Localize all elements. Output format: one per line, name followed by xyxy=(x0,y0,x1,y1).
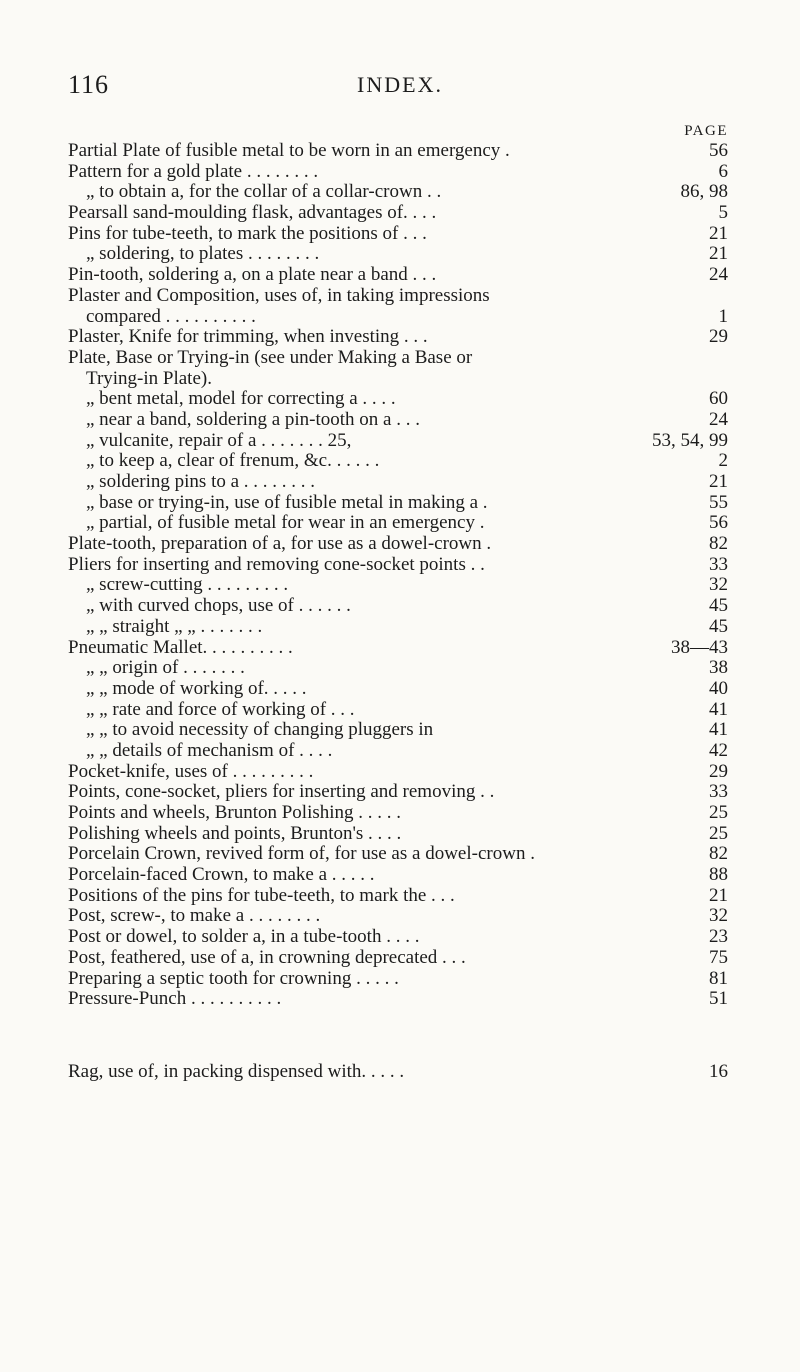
page-ref: 56 xyxy=(709,512,728,534)
index-entry: Post, screw-, to make a . . . . . . . . 32 xyxy=(68,905,728,927)
page-ref: 29 xyxy=(709,760,728,782)
page-ref: 88 xyxy=(709,864,728,886)
page-ref: 40 xyxy=(709,677,728,699)
index-entry: Pattern for a gold plate . . . . . . . . 6 xyxy=(68,160,728,182)
page-title: INDEX. xyxy=(357,72,443,97)
index-entry: Positions of the pins for tube-teeth, to mark the . . . 21 xyxy=(68,884,728,906)
page-ref: 1 xyxy=(718,305,728,327)
index-list xyxy=(0,141,800,1083)
index-entry: Points and wheels, Brunton Polishing . . . . . 25 xyxy=(68,802,728,823)
page-number: 116 xyxy=(68,70,110,99)
page-ref: 45 xyxy=(709,595,728,617)
index-entry: Partial Plate of fusible metal to be worn in an emergency . 56 xyxy=(68,140,728,161)
page-ref: 2 xyxy=(718,450,728,472)
index-entry: „ near a band, soldering a pin-tooth on a . . . 24 xyxy=(86,408,728,430)
index-entry: Post, feathered, use of a, in crowning deprecated . . . 75 xyxy=(68,946,728,968)
index-entry: Porcelain-faced Crown, to make a . . . . . 88 xyxy=(68,864,728,886)
index-entry: Polishing wheels and points, Brunton's . . . . 25 xyxy=(68,822,728,844)
page-ref: 56 xyxy=(709,140,728,161)
page-ref: 16 xyxy=(709,1060,728,1082)
index-entry: Pocket-knife, uses of . . . . . . . . . 29 xyxy=(68,760,728,782)
index-entry: „ soldering pins to a . . . . . . . . 21 xyxy=(86,471,728,492)
page-column-label: PAGE xyxy=(684,123,728,139)
index-entry: Plaster and Composition, uses of, in taking impressions xyxy=(68,284,490,306)
page-ref: 29 xyxy=(709,326,728,348)
index-entry: Pressure-Punch . . . . . . . . . . 51 xyxy=(68,988,728,1010)
page-ref: 42 xyxy=(709,739,728,761)
page-ref: 33 xyxy=(709,553,728,575)
page-ref: 38 xyxy=(709,657,728,679)
index-entry: Rag, use of, in packing dispensed with. . . . . 16 xyxy=(68,1060,728,1082)
page-ref: 45 xyxy=(709,615,728,637)
page-ref: 32 xyxy=(709,905,728,927)
page-ref: 82 xyxy=(709,843,728,865)
page-ref: 24 xyxy=(709,408,728,430)
index-entry: „ „ to avoid necessity of changing pluggers in 41 xyxy=(86,719,728,741)
index-entry: „ „ straight „ „ . . . . . . . 45 xyxy=(86,615,728,637)
index-entry: „ „ origin of . . . . . . . 38 xyxy=(86,657,728,679)
index-entry: Pliers for inserting and removing cone-socket points . . 33 xyxy=(68,553,728,575)
index-entry: compared . . . . . . . . . . 1 xyxy=(86,305,728,327)
page-ref: 86, 98 xyxy=(680,181,728,203)
index-entry: „ „ mode of working of. . . . . 40 xyxy=(86,677,728,699)
index-entry: „ to keep a, clear of frenum, &c. . . . . . 2 xyxy=(86,450,728,472)
index-entry: Plaster, Knife for trimming, when investing . . . 29 xyxy=(68,326,728,348)
page-ref: 41 xyxy=(709,698,728,720)
index-entry: „ screw-cutting . . . . . . . . . 32 xyxy=(86,574,728,596)
section-gap xyxy=(0,1010,800,1062)
index-entry: „ bent metal, model for correcting a . . . . 60 xyxy=(86,388,728,410)
page-ref: 21 xyxy=(709,884,728,906)
page-ref: 51 xyxy=(709,988,728,1010)
page-ref: 53, 54, 99 xyxy=(652,429,728,451)
page-ref: 25 xyxy=(709,802,728,823)
index-entry: „ „ rate and force of working of . . . 41 xyxy=(86,698,728,720)
page-ref: 60 xyxy=(709,388,728,410)
index-entry: „ base or trying-in, use of fusible metal in making a . 55 xyxy=(86,491,728,513)
index-entry: Pin-tooth, soldering a, on a plate near a band . . . 24 xyxy=(68,264,728,286)
index-entry: „ with curved chops, use of . . . . . . 45 xyxy=(86,595,728,617)
page-ref: 33 xyxy=(709,781,728,803)
page-ref: 23 xyxy=(709,926,728,948)
index-entry: „ to obtain a, for the collar of a collar-crown . . 86, 98 xyxy=(86,181,728,203)
page-ref: 5 xyxy=(718,202,728,224)
page-ref: 25 xyxy=(709,822,728,844)
page-ref: 21 xyxy=(709,471,728,492)
page-header xyxy=(0,70,800,104)
index-entry: „ soldering, to plates . . . . . . . . 21 xyxy=(86,243,728,265)
index-entry: Points, cone-socket, pliers for inserting and removing . . 33 xyxy=(68,781,728,803)
index-entry: „ vulcanite, repair of a . . . . . . . 25, 53, 54, 99 xyxy=(86,429,728,451)
page-ref: 38—43 xyxy=(671,636,728,658)
index-entry: Plate-tooth, preparation of a, for use as a dowel-crown . 82 xyxy=(68,533,728,555)
index-entry: Preparing a septic tooth for crowning . . . . . 81 xyxy=(68,967,728,989)
page-ref: 41 xyxy=(709,719,728,741)
index-entry: Post or dowel, to solder a, in a tube-tooth . . . . 23 xyxy=(68,926,728,948)
page-ref: 75 xyxy=(709,946,728,968)
page-ref: 55 xyxy=(709,491,728,513)
index-entry: Trying-in Plate). xyxy=(86,367,212,389)
page-ref: 32 xyxy=(709,574,728,596)
page-ref: 24 xyxy=(709,264,728,286)
index-entry: Pins for tube-teeth, to mark the positions of . . . 21 xyxy=(68,222,728,244)
index-entry: Porcelain Crown, revived form of, for use as a dowel-crown . 82 xyxy=(68,843,728,865)
index-entry: Pneumatic Mallet. . . . . . . . . . 38—43 xyxy=(68,636,728,658)
index-entry: Plate, Base or Trying-in (see under Making a Base or xyxy=(68,346,473,368)
page-ref: 81 xyxy=(709,967,728,989)
index-entry: „ „ details of mechanism of . . . . 42 xyxy=(86,739,728,761)
page-ref: 82 xyxy=(709,533,728,555)
index-entry: Pearsall sand-moulding flask, advantages of. . . . 5 xyxy=(68,202,728,224)
page-ref: 21 xyxy=(709,222,728,244)
page-ref: 21 xyxy=(709,243,728,265)
index-entry: „ partial, of fusible metal for wear in an emergency . 56 xyxy=(86,512,728,534)
page-ref: 6 xyxy=(718,160,728,182)
